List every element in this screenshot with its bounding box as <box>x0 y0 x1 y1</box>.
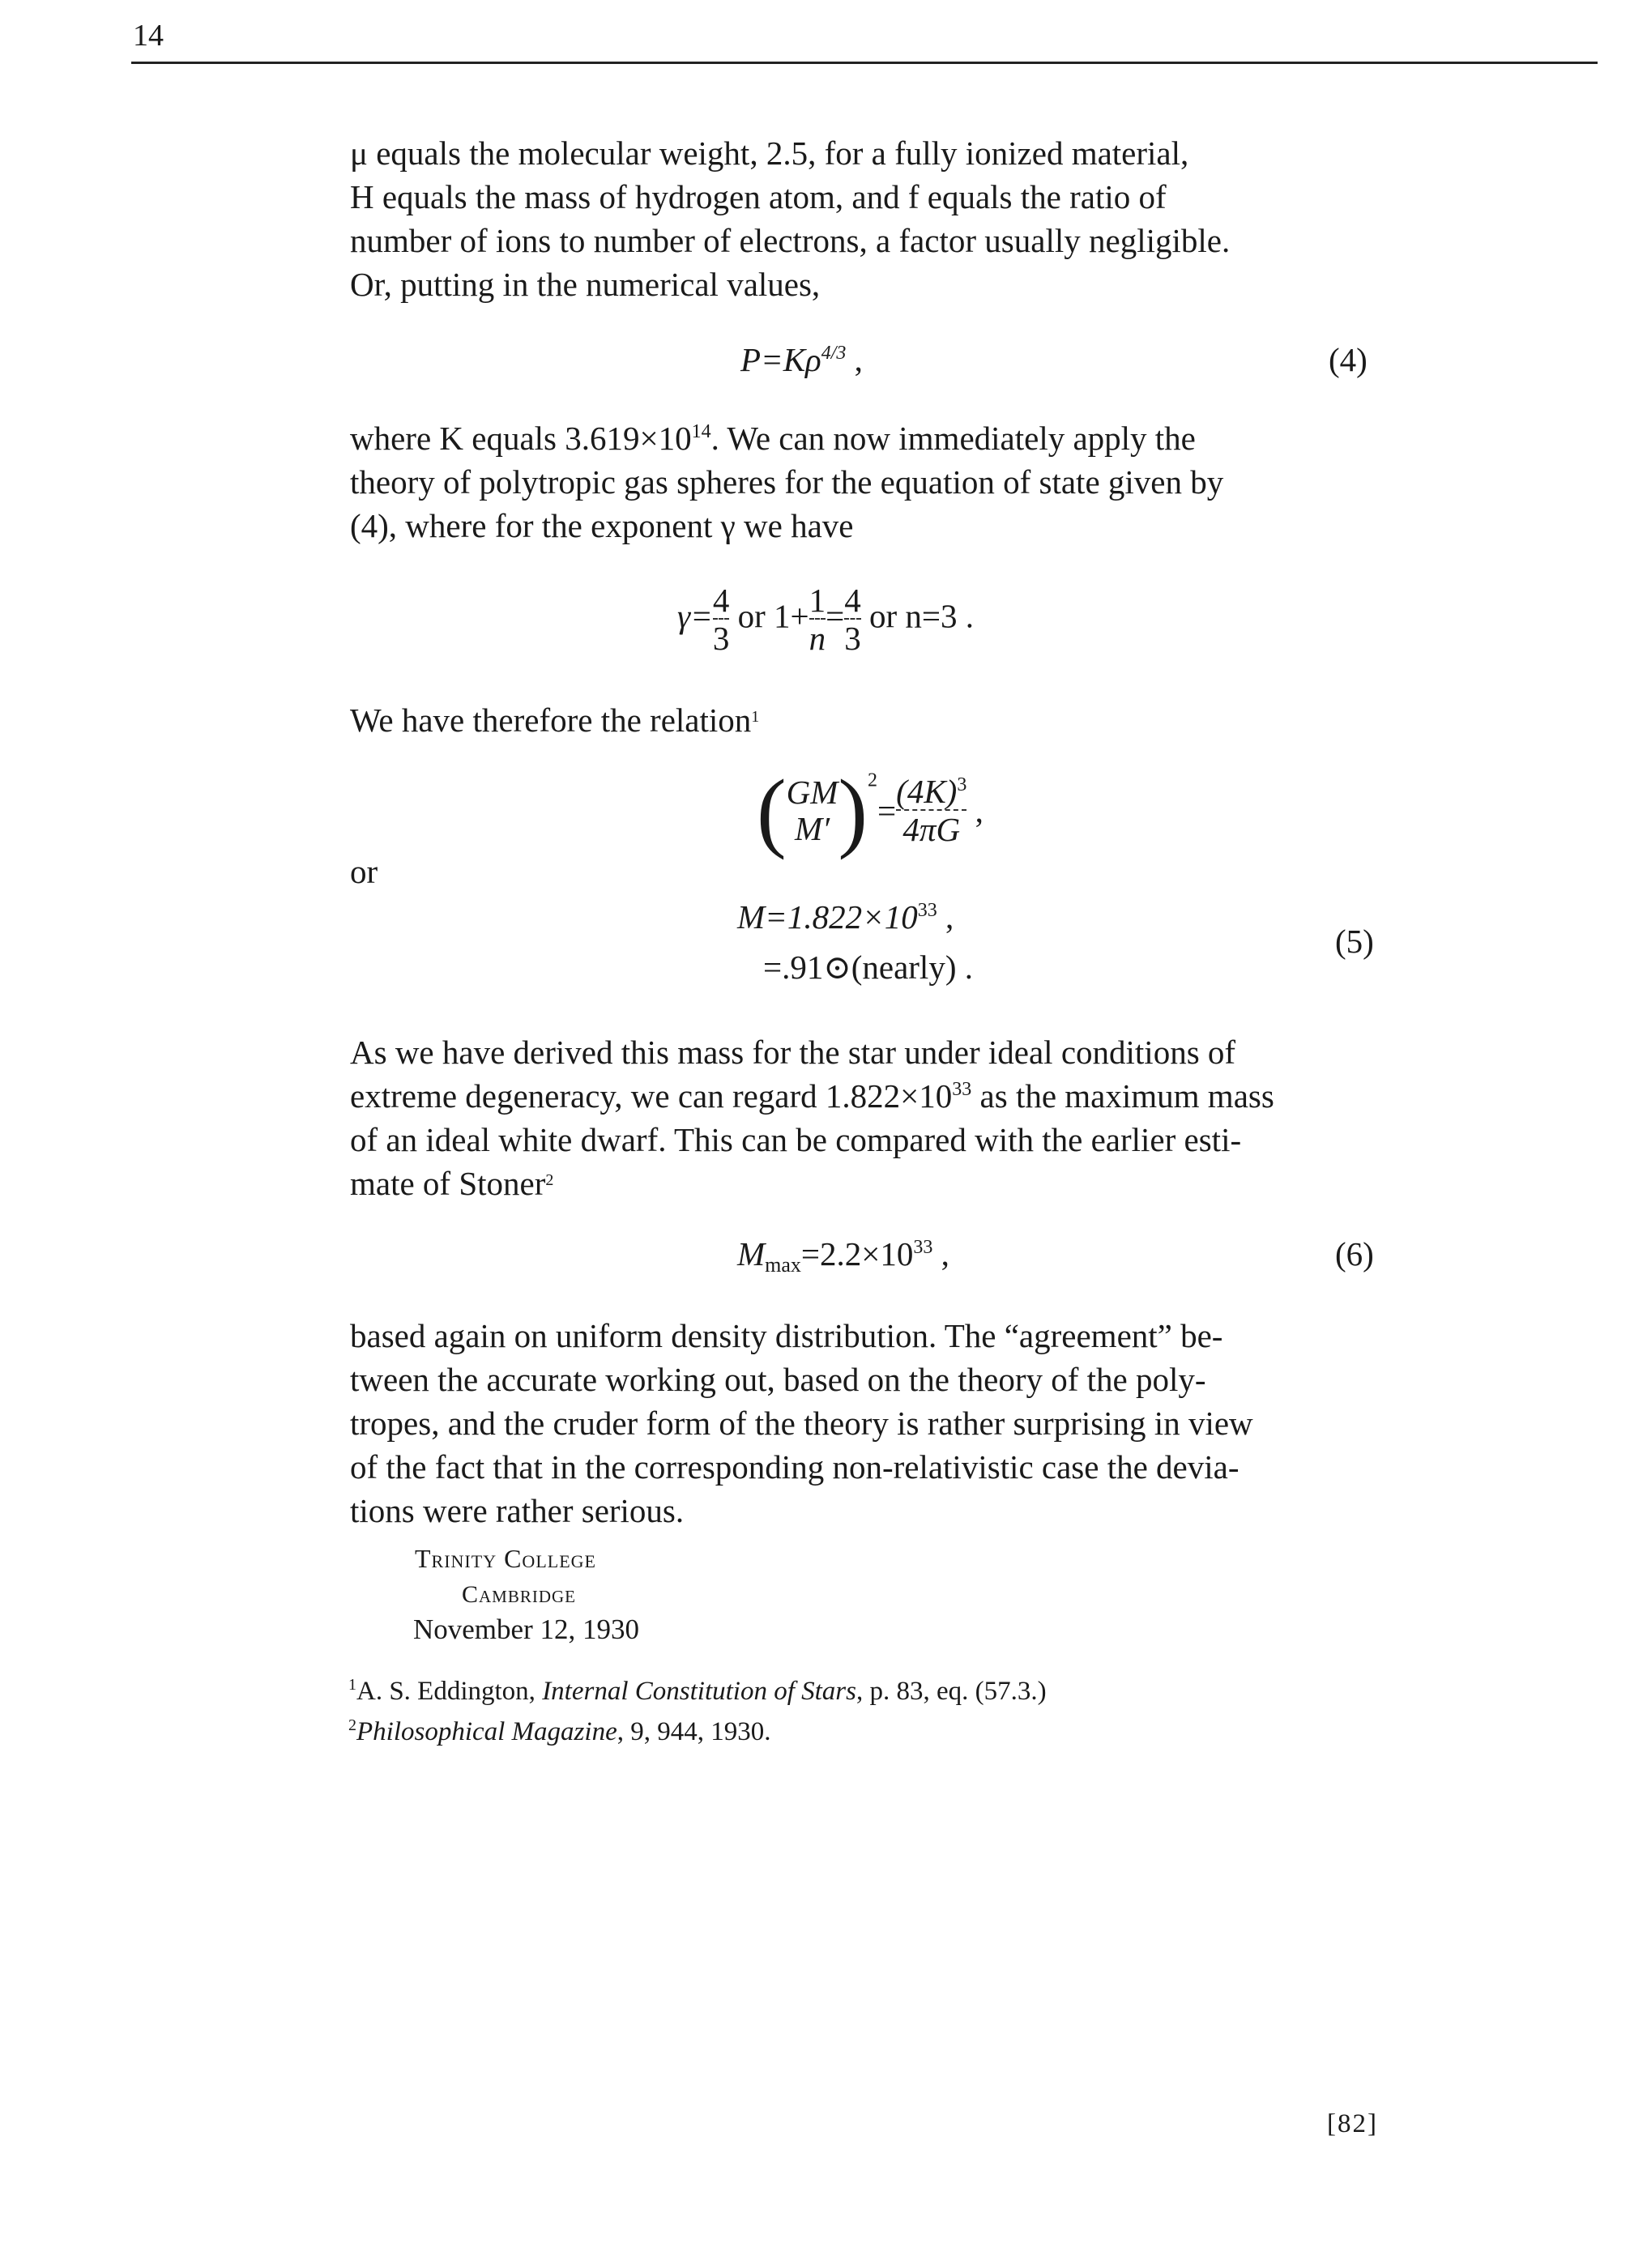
text-segment: extreme degeneracy, we can regard 1.822×10 <box>350 1077 953 1115</box>
eq5a-tail: , <box>966 792 984 829</box>
exponent-3: 3 <box>957 774 967 795</box>
text-line <box>350 1074 1369 1118</box>
text-line: of the fact that in the corresponding non-relativistic case the devia- <box>350 1448 1240 1486</box>
superscript: 14 <box>691 421 711 442</box>
footnote-mark: 1 <box>348 1676 356 1694</box>
text-line: tions were rather serious. <box>350 1492 685 1529</box>
text-line: number of ions to number of electrons, a factor usually negligible. <box>350 222 1231 259</box>
frac-den: 3 <box>844 620 861 658</box>
text-segment: where K equals 3.619×10 <box>350 420 692 457</box>
frac-num: 4 <box>712 582 730 619</box>
text-segment: mate of Stoner <box>350 1165 546 1202</box>
text-segment: . We can now immediately apply the <box>710 420 1196 457</box>
gamma-or-n: or n=3 . <box>860 597 975 635</box>
footnote-mark: 2 <box>348 1716 356 1734</box>
page-reference: [82] <box>1327 2109 1378 2138</box>
paragraph-3 <box>350 698 1369 742</box>
fraction-gm-m <box>787 775 838 846</box>
text-line: based again on uniform density distribution. The “agreement” be- <box>350 1317 1223 1354</box>
or-label: or <box>350 853 378 890</box>
text-line: H equals the mass of hydrogen atom, and f equals the ratio of <box>350 178 1167 215</box>
text-line: As we have derived this mass for the star under ideal conditions of <box>350 1034 1236 1071</box>
footnote-ref: 1 <box>751 708 760 726</box>
paragraph-2 <box>350 416 1369 548</box>
text-line: (4), where for the exponent γ we have <box>350 507 854 544</box>
header-rule <box>131 62 1598 64</box>
frac-num <box>896 774 966 809</box>
paragraph-1 <box>350 131 1369 306</box>
fraction-4-3 <box>713 583 730 656</box>
text-line: of an ideal white dwarf. This can be compared with the earlier esti- <box>350 1121 1242 1158</box>
eq4-lhs: P=Kρ <box>740 341 821 378</box>
signoff-college: Trinity College <box>415 1544 596 1573</box>
equation-number-6: (6) <box>1335 1235 1374 1273</box>
equation-number-5: (5) <box>1335 923 1374 960</box>
text-segment: We have therefore the relation <box>350 701 752 739</box>
superscript: 33 <box>952 1079 972 1100</box>
paragraph-5 <box>350 1314 1369 1533</box>
footnote-rest: , 9, 944, 1930. <box>617 1717 771 1746</box>
footnote-ref: 2 <box>545 1171 554 1189</box>
equation-4 <box>740 340 863 379</box>
frac-den: M′ <box>794 810 830 847</box>
equation-5a <box>757 761 984 860</box>
left-paren: ( <box>757 761 787 860</box>
eq4-tail: , <box>846 341 863 378</box>
text-line: μ equals the molecular weight, 2.5, for a fully ionized material, <box>350 134 1189 172</box>
frac-den: 3 <box>712 620 730 658</box>
text-line <box>350 1162 1369 1205</box>
eq5b-tail: , <box>937 898 954 936</box>
paragraph-4 <box>350 1030 1369 1205</box>
equals-sign: = <box>877 792 897 829</box>
eq6-tail: , <box>932 1235 949 1273</box>
eq6-exponent: 33 <box>913 1237 933 1258</box>
text-line <box>350 698 1369 742</box>
exponent-2: 2 <box>868 770 878 791</box>
text-line <box>350 416 1369 460</box>
equation-6 <box>737 1234 949 1277</box>
gamma-lhs: γ= <box>677 597 713 635</box>
eq6-subscript: max <box>765 1253 801 1277</box>
frac-den: n <box>809 620 826 658</box>
equation-number-4: (4) <box>1329 341 1368 378</box>
text-segment: as the maximum mass <box>971 1077 1274 1115</box>
signoff-city: Cambridge <box>462 1581 577 1608</box>
text-line: tween the accurate working out, based on the theory of the poly- <box>350 1361 1206 1398</box>
footnote-rest: , p. 83, eq. (57.3.) <box>856 1677 1047 1706</box>
signoff-date: November 12, 1930 <box>413 1614 639 1645</box>
gamma-equals: = <box>826 597 845 635</box>
footnote-2 <box>348 1712 770 1751</box>
page-number: 14 <box>133 19 164 53</box>
fraction-4-3 <box>844 583 861 656</box>
footnote-title: Internal Constitution of Stars <box>542 1677 856 1706</box>
footnote-title: Philosophical Magazine <box>356 1717 617 1746</box>
footnote-author: A. S. Eddington, <box>356 1677 543 1706</box>
equation-5b-line1 <box>737 897 954 936</box>
equation-5b-line2: =.91⊙(nearly) . <box>763 949 973 986</box>
frac-num: GM <box>786 773 838 811</box>
eq6-lhs: M <box>737 1235 766 1273</box>
fraction-4k-4pig <box>896 774 966 847</box>
text-line: tropes, and the cruder form of the theory is rather surprising in view <box>350 1405 1253 1442</box>
frac-den: 4πG <box>896 809 966 847</box>
eq5b-line1: M=1.822×10 <box>737 898 918 936</box>
frac-num-text: (4K) <box>896 772 958 810</box>
right-paren: ) <box>838 761 868 860</box>
eq6-rest: =2.2×10 <box>800 1235 914 1273</box>
eq5b-exponent: 33 <box>917 900 937 921</box>
frac-num: 1 <box>809 582 826 619</box>
gamma-equation <box>677 583 974 656</box>
text-line: theory of polytropic gas spheres for the equation of state given by <box>350 463 1224 501</box>
fraction-1-n <box>809 583 826 656</box>
footnote-1 <box>348 1672 1047 1711</box>
eq4-exponent: 4/3 <box>821 343 847 364</box>
frac-num: 4 <box>844 582 861 619</box>
text-line: Or, putting in the numerical values, <box>350 266 821 303</box>
gamma-or-1: or 1+ <box>729 597 809 635</box>
